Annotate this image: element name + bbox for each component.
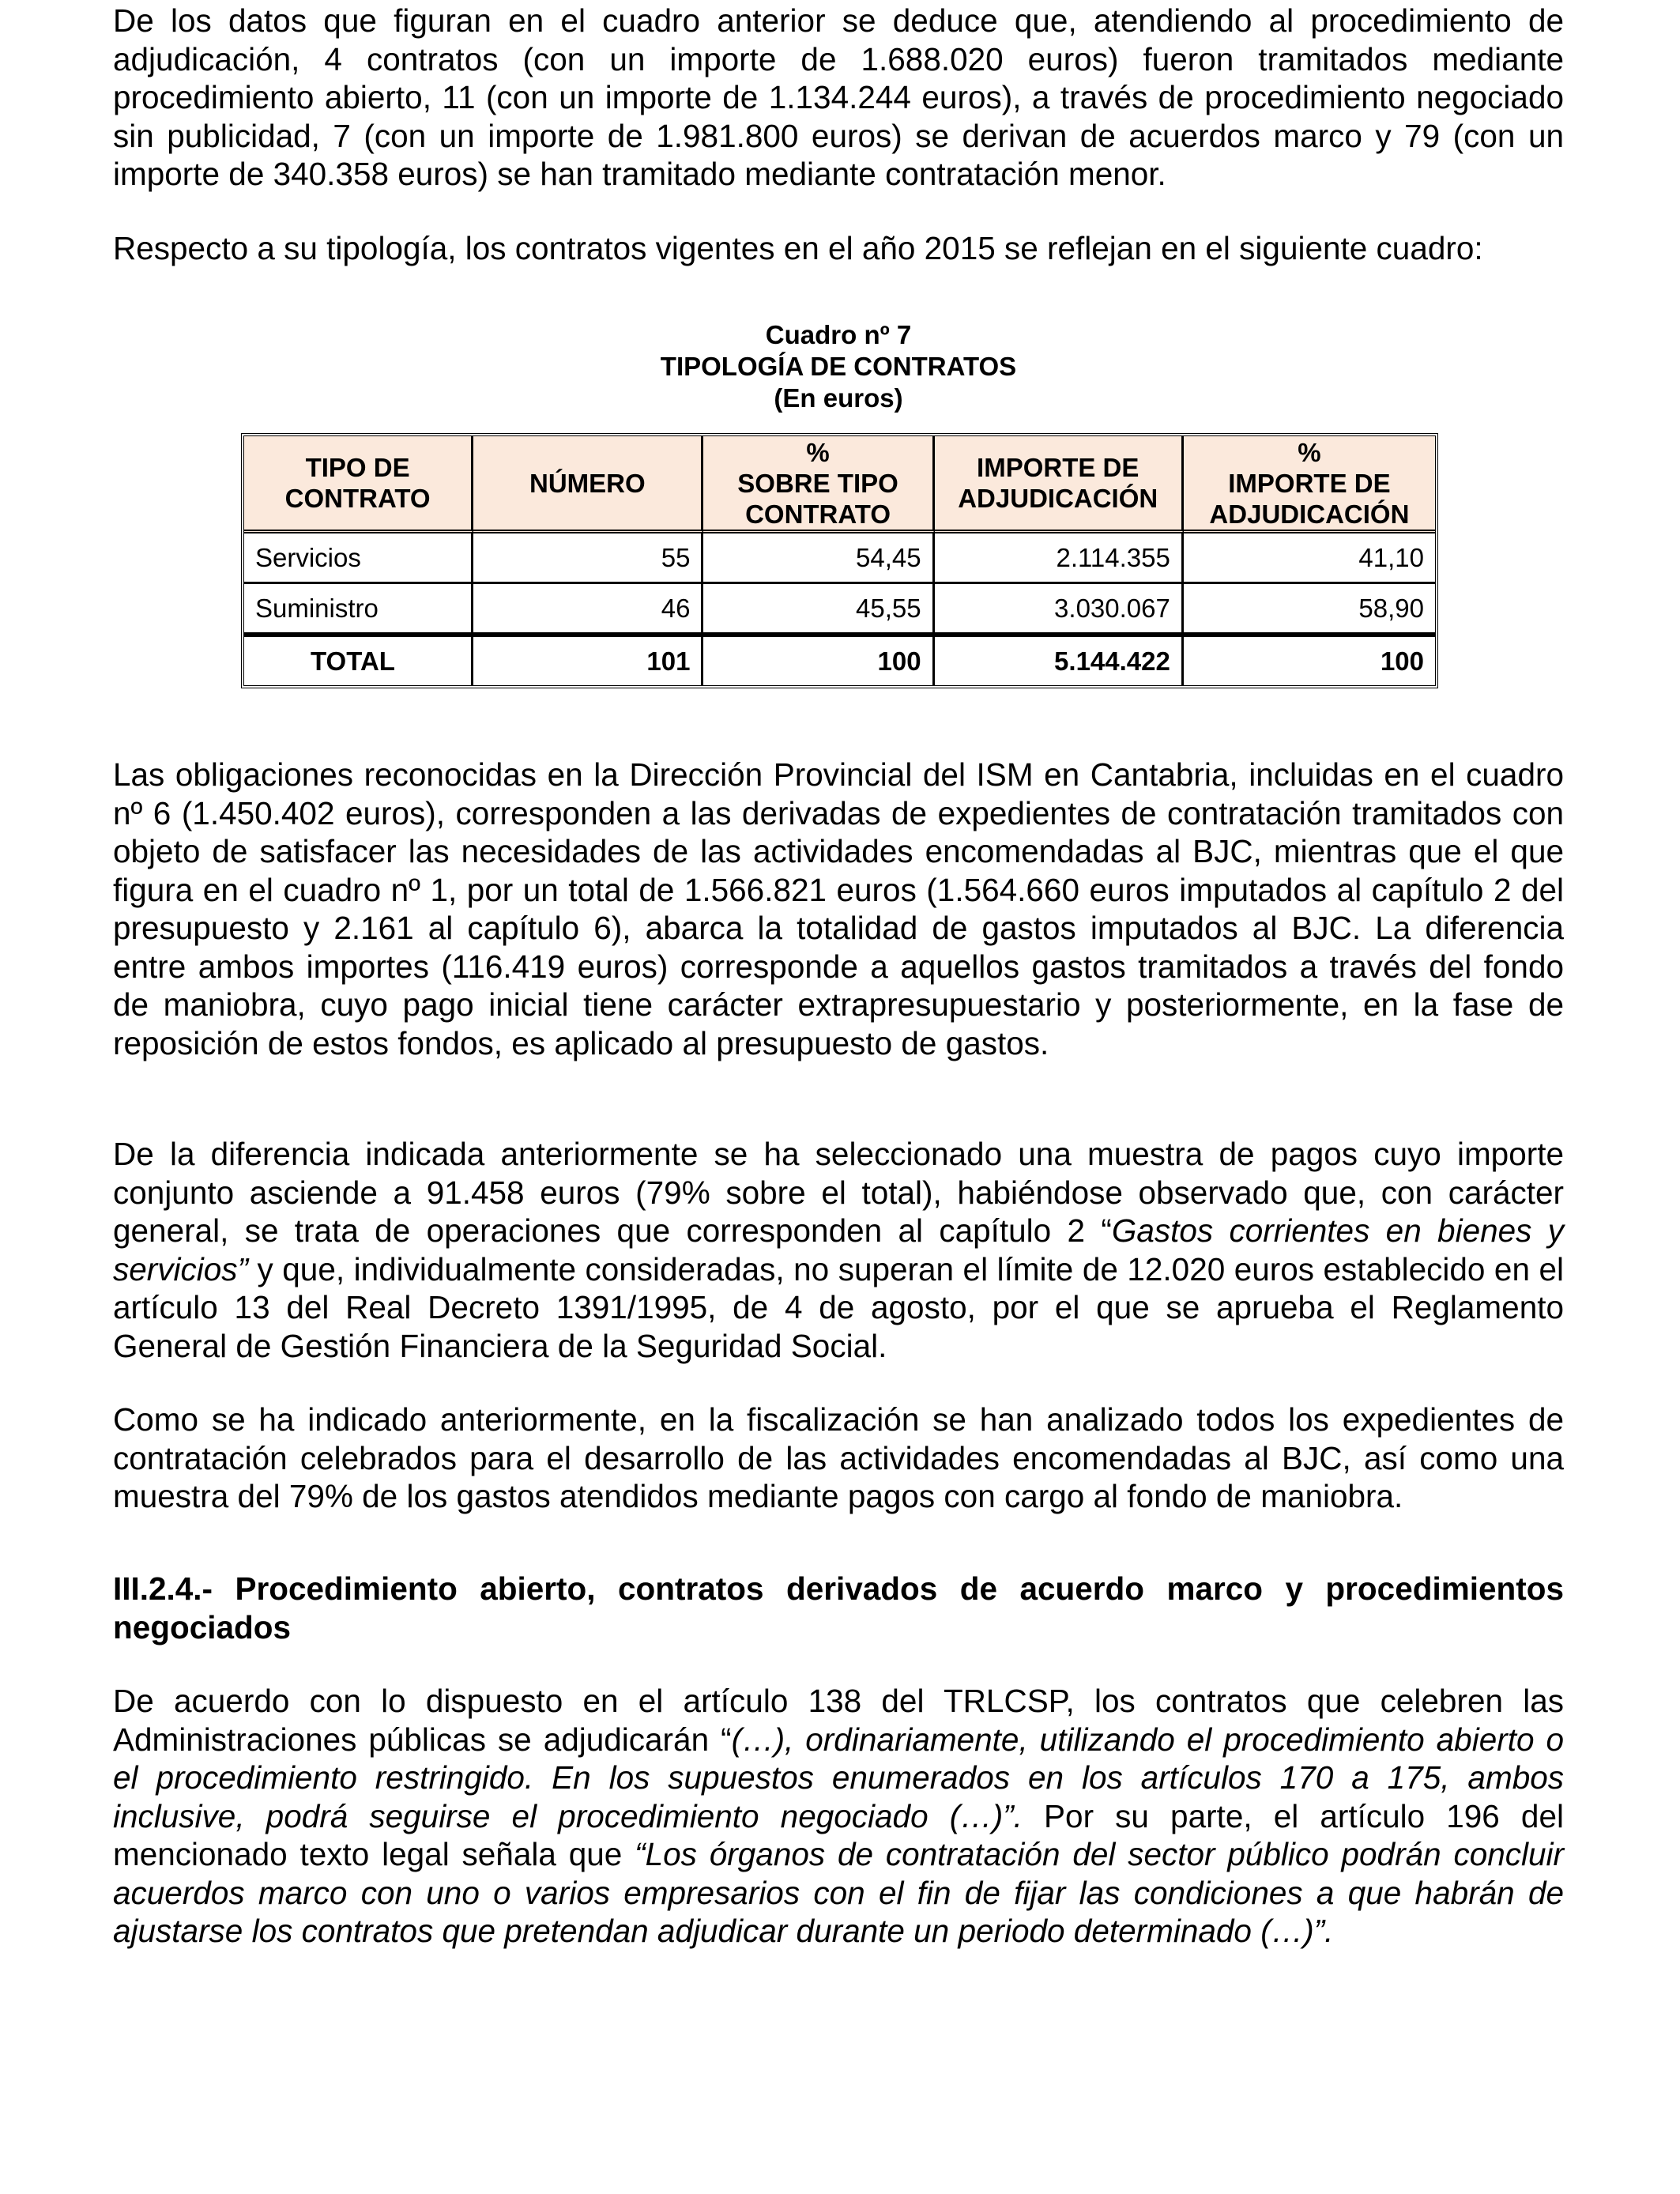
cell-pct-tipo: 54,45 [703, 533, 934, 584]
table-caption-units: (En euros) [774, 383, 903, 413]
cell-total-label: TOTAL [244, 635, 473, 685]
cell-total-pct-importe: 100 [1184, 635, 1435, 685]
cell-pct-tipo: 45,55 [703, 584, 934, 635]
paragraph-tipologia-intro: Respecto a su tipología, los contratos vigentes en el año 2015 se reflejan en el siguiente cuadro: [113, 230, 1483, 266]
cell-importe: 2.114.355 [935, 533, 1184, 584]
paragraph-muestra-pagos: De la diferencia indicada anteriormente se ha seleccionado una muestra de pagos cuyo importe conjunto asciende a 91.458 euros (79% sobre el total), habiéndose observado que, con carácter general, se trata de operaciones que corresponden al capítulo 2 “Gastos corrientes en bienes y servicios” y que, individualmente consideradas, no superan el límite de 12.020 euros establecido en el artículo 13 del Real Decreto 1391/1995, de 4 de agosto, por el que se aprueba el Reglamento General de Gestión Financiera de la Seguridad Social. [113, 1136, 1564, 1364]
table-caption-title: TIPOLOGÍA DE CONTRATOS [660, 352, 1017, 381]
paragraph-procedimientos: De los datos que figuran en el cuadro anterior se deduce que, atendiendo al procedimiento de adjudicación, 4 contratos (con un importe de 1.688.020 euros) fueron tramitados mediante procedimiento abierto, 11 (con un importe de 1.134.244 euros), a través de procedimiento negociado sin publicidad, 7 (con un importe de 1.981.800 euros) se derivan de acuerdos marco y 79 (con un importe de 340.358 euros) se han tramitado mediante contratación menor. [113, 2, 1564, 192]
cell-pct-importe: 58,90 [1184, 584, 1435, 635]
table-header-row [244, 436, 1435, 533]
paragraph-trlcsp: De acuerdo con lo dispuesto en el artículo 138 del TRLCSP, los contratos que celebren las Administraciones públicas se adjudicarán “(…), ordinariamente, utilizando el procedimiento abierto o el procedimiento restringido. En los supuestos enumerados en los artículos 170 a 175, ambos inclusive, podrá seguirse el procedimiento negociado (…)”. Por su parte, el artículo 196 del mencionado texto legal señala que “Los órganos de contratación del sector público podrán concluir acuerdos marco con uno o varios empresarios con el fin de fijar las condiciones a que habrán de ajustarse los contratos que pretendan adjudicar durante un periodo determinado (…)”. [113, 1683, 1565, 1949]
table-caption [113, 319, 1564, 414]
table-caption-number: Cuadro nº 7 [765, 320, 912, 349]
header-pct-tipo: % SOBRE TIPO CONTRATO [703, 436, 934, 533]
cell-numero: 55 [473, 533, 703, 584]
cell-numero: 46 [473, 584, 703, 635]
cell-total-numero: 101 [473, 635, 703, 685]
header-numero: NÚMERO [473, 436, 703, 533]
tipologia-table [241, 433, 1438, 688]
header-tipo-contrato: TIPO DE CONTRATO [244, 436, 473, 533]
table-row [244, 533, 1435, 584]
header-pct-importe: % IMPORTE DE ADJUDICACIÓN [1184, 436, 1435, 533]
header-importe: IMPORTE DE ADJUDICACIÓN [935, 436, 1184, 533]
paragraph-fiscalizacion: Como se ha indicado anteriormente, en la fiscalización se han analizado todos los expedientes de contratación celebrados para el desarrollo de las actividades encomendadas al BJC, así como una muestra del 79% de los gastos atendidos mediante pagos con cargo al fondo de maniobra. [113, 1401, 1564, 1514]
cell-tipo: Servicios [244, 533, 473, 584]
table-row [244, 584, 1435, 635]
cell-total-pct-tipo: 100 [703, 635, 934, 685]
cell-pct-importe: 41,10 [1184, 533, 1435, 584]
cell-importe: 3.030.067 [935, 584, 1184, 635]
cell-tipo: Suministro [244, 584, 473, 635]
table-total-row [244, 635, 1435, 685]
section-heading: III.2.4.- Procedimiento abierto, contratos derivados de acuerdo marco y procedimientos negociados [113, 1570, 1564, 1646]
paragraph-obligaciones: Las obligaciones reconocidas en la Dirección Provincial del ISM en Cantabria, incluidas en el cuadro nº 6 (1.450.402 euros), corresponden a las derivadas de expedientes de contratación tramitados con objeto de satisfacer las necesidades de las actividades encomendadas al BJC, mientras que el que figura en el cuadro nº 1, por un total de 1.566.821 euros (1.564.660 euros imputados al capítulo 2 del presupuesto y 2.161 al capítulo 6), abarca la totalidad de gastos imputados al BJC. La diferencia entre ambos importes (116.419 euros) corresponde a aquellos gastos tramitados a través del fondo de maniobra, cuyo pago inicial tiene carácter extrapresupuestario y posteriormente, en la fase de reposición de estos fondos, es aplicado al presupuesto de gastos. [113, 756, 1564, 1061]
cell-total-importe: 5.144.422 [935, 635, 1184, 685]
